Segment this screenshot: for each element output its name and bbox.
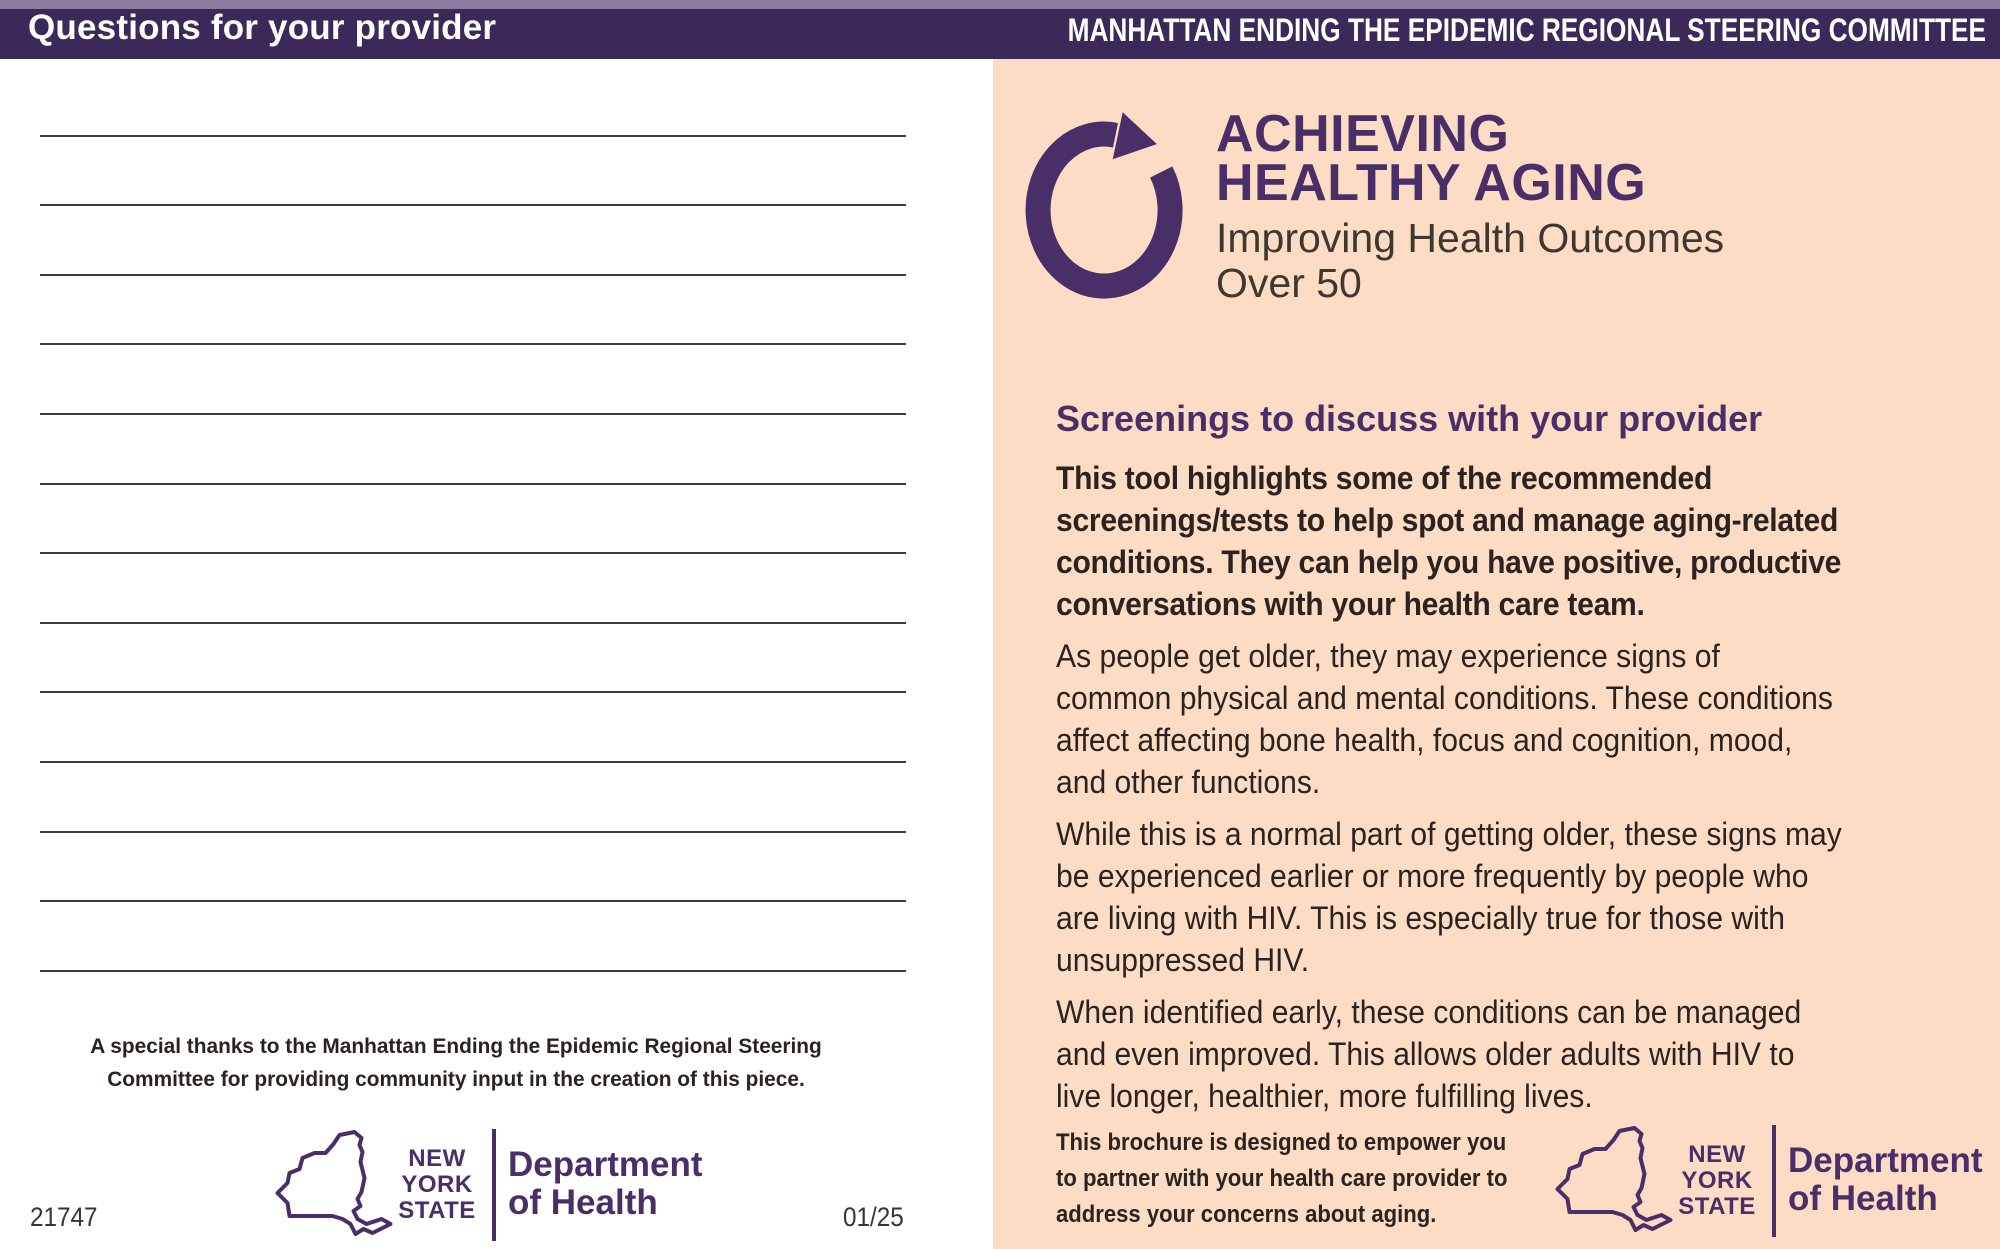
section-heading: Screenings to discuss with your provider (1056, 398, 1763, 439)
department-wordmark-line: of Health (508, 1183, 658, 1222)
footer-note-line: This brochure is designed to empower you (1056, 1129, 1507, 1156)
paragraph-line: be experienced earlier or more frequently by people who (1056, 858, 1809, 894)
left-page-title: Questions for your provider (28, 8, 497, 47)
brochure-subtitle (1216, 216, 1724, 305)
nys-wordmark-line: STATE (1678, 1193, 1756, 1220)
footer-note-line: to partner with your health care provider to (1056, 1165, 1508, 1192)
department-wordmark-line: of Health (1788, 1179, 1938, 1218)
paragraph-line: common physical and mental conditions. These conditions (1056, 680, 1833, 716)
form-number: 21747 (30, 1202, 98, 1232)
nys-doh-logo (268, 1124, 703, 1246)
writing-line (40, 413, 906, 415)
paragraph (1056, 991, 1940, 1117)
paragraph-line: live longer, healthier, more fulfilling lives. (1056, 1078, 1593, 1114)
paragraph (1056, 813, 1940, 981)
nys-wordmark-line: STATE (398, 1197, 476, 1224)
writing-line (40, 761, 906, 763)
department-wordmark-line: Department (1788, 1141, 1983, 1180)
paragraph-line: and even improved. This allows older adults with HIV to (1056, 1036, 1795, 1072)
paragraph-line: conditions. They can help you have positive, productive (1056, 544, 1842, 580)
brochure-title-line: HEALTHY AGING (1216, 154, 1647, 212)
nys-wordmark-line: YORK (1681, 1167, 1753, 1194)
writing-line (40, 691, 906, 693)
new-york-state-outline-icon (1548, 1122, 1686, 1240)
brochure-subtitle-line: Improving Health Outcomes (1216, 215, 1725, 261)
writing-line (40, 831, 906, 833)
circular-cycle-arrow-icon (1022, 108, 1192, 304)
paragraph-line: As people get older, they may experience signs of (1056, 638, 1720, 674)
left-page (0, 59, 993, 1249)
paragraph-line: While this is a normal part of getting older, these signs may (1056, 816, 1842, 852)
writing-line (40, 135, 906, 137)
brochure-title (1216, 105, 1647, 212)
nys-wordmark (390, 1146, 484, 1224)
acknowledgement-line: Committee for providing community input in the creation of this piece. (107, 1067, 805, 1091)
date-code: 01/25 (843, 1202, 904, 1232)
brochure-subtitle-line: Over 50 (1216, 259, 1362, 306)
writing-line (40, 343, 906, 345)
nys-wordmark-line: NEW (408, 1145, 466, 1172)
nys-doh-logo (1548, 1120, 1983, 1242)
logo-divider (492, 1129, 496, 1241)
body-paragraphs (1056, 457, 1940, 1127)
writing-line (40, 483, 906, 485)
paragraph-line: When identified early, these conditions can be managed (1056, 994, 1802, 1030)
paragraph-line: and other functions. (1056, 764, 1321, 800)
department-wordmark (1788, 1142, 1982, 1218)
committee-banner-title: MANHATTAN ENDING THE EPIDEMIC REGIONAL STEERING COMMITTEE (1067, 12, 1986, 48)
paragraph-line: conversations with your health care team. (1056, 586, 1645, 622)
nys-wordmark-line: YORK (401, 1171, 473, 1198)
acknowledgement-line: A special thanks to the Manhattan Ending the Epidemic Regional Steering (90, 1034, 822, 1058)
writing-line (40, 274, 906, 276)
acknowledgement-text (58, 1030, 853, 1096)
department-wordmark (508, 1146, 702, 1222)
paragraph (1056, 457, 1940, 625)
paragraph-line: screenings/tests to help spot and manage aging-related (1056, 502, 1839, 538)
right-page (993, 59, 2000, 1249)
nys-wordmark-line: NEW (1688, 1141, 1746, 1168)
footer-note-line: address your concerns about aging. (1056, 1201, 1437, 1228)
writing-line (40, 622, 906, 624)
writing-line (40, 204, 906, 206)
logo-divider (1772, 1125, 1776, 1237)
footer-note (1056, 1125, 1507, 1233)
nys-wordmark (1670, 1142, 1764, 1220)
paragraph-line: This tool highlights some of the recommended (1056, 460, 1713, 496)
brochure-title-line: ACHIEVING (1216, 105, 1510, 163)
paragraph (1056, 635, 1940, 803)
department-wordmark-line: Department (508, 1145, 703, 1184)
new-york-state-outline-icon (268, 1126, 406, 1244)
writing-line (40, 970, 906, 972)
writing-line (40, 900, 906, 902)
paragraph-line: unsuppressed HIV. (1056, 942, 1310, 978)
paragraph-line: are living with HIV. This is especially true for those with (1056, 900, 1785, 936)
paragraph-line: affect affecting bone health, focus and cognition, mood, (1056, 722, 1793, 758)
writing-line (40, 552, 906, 554)
